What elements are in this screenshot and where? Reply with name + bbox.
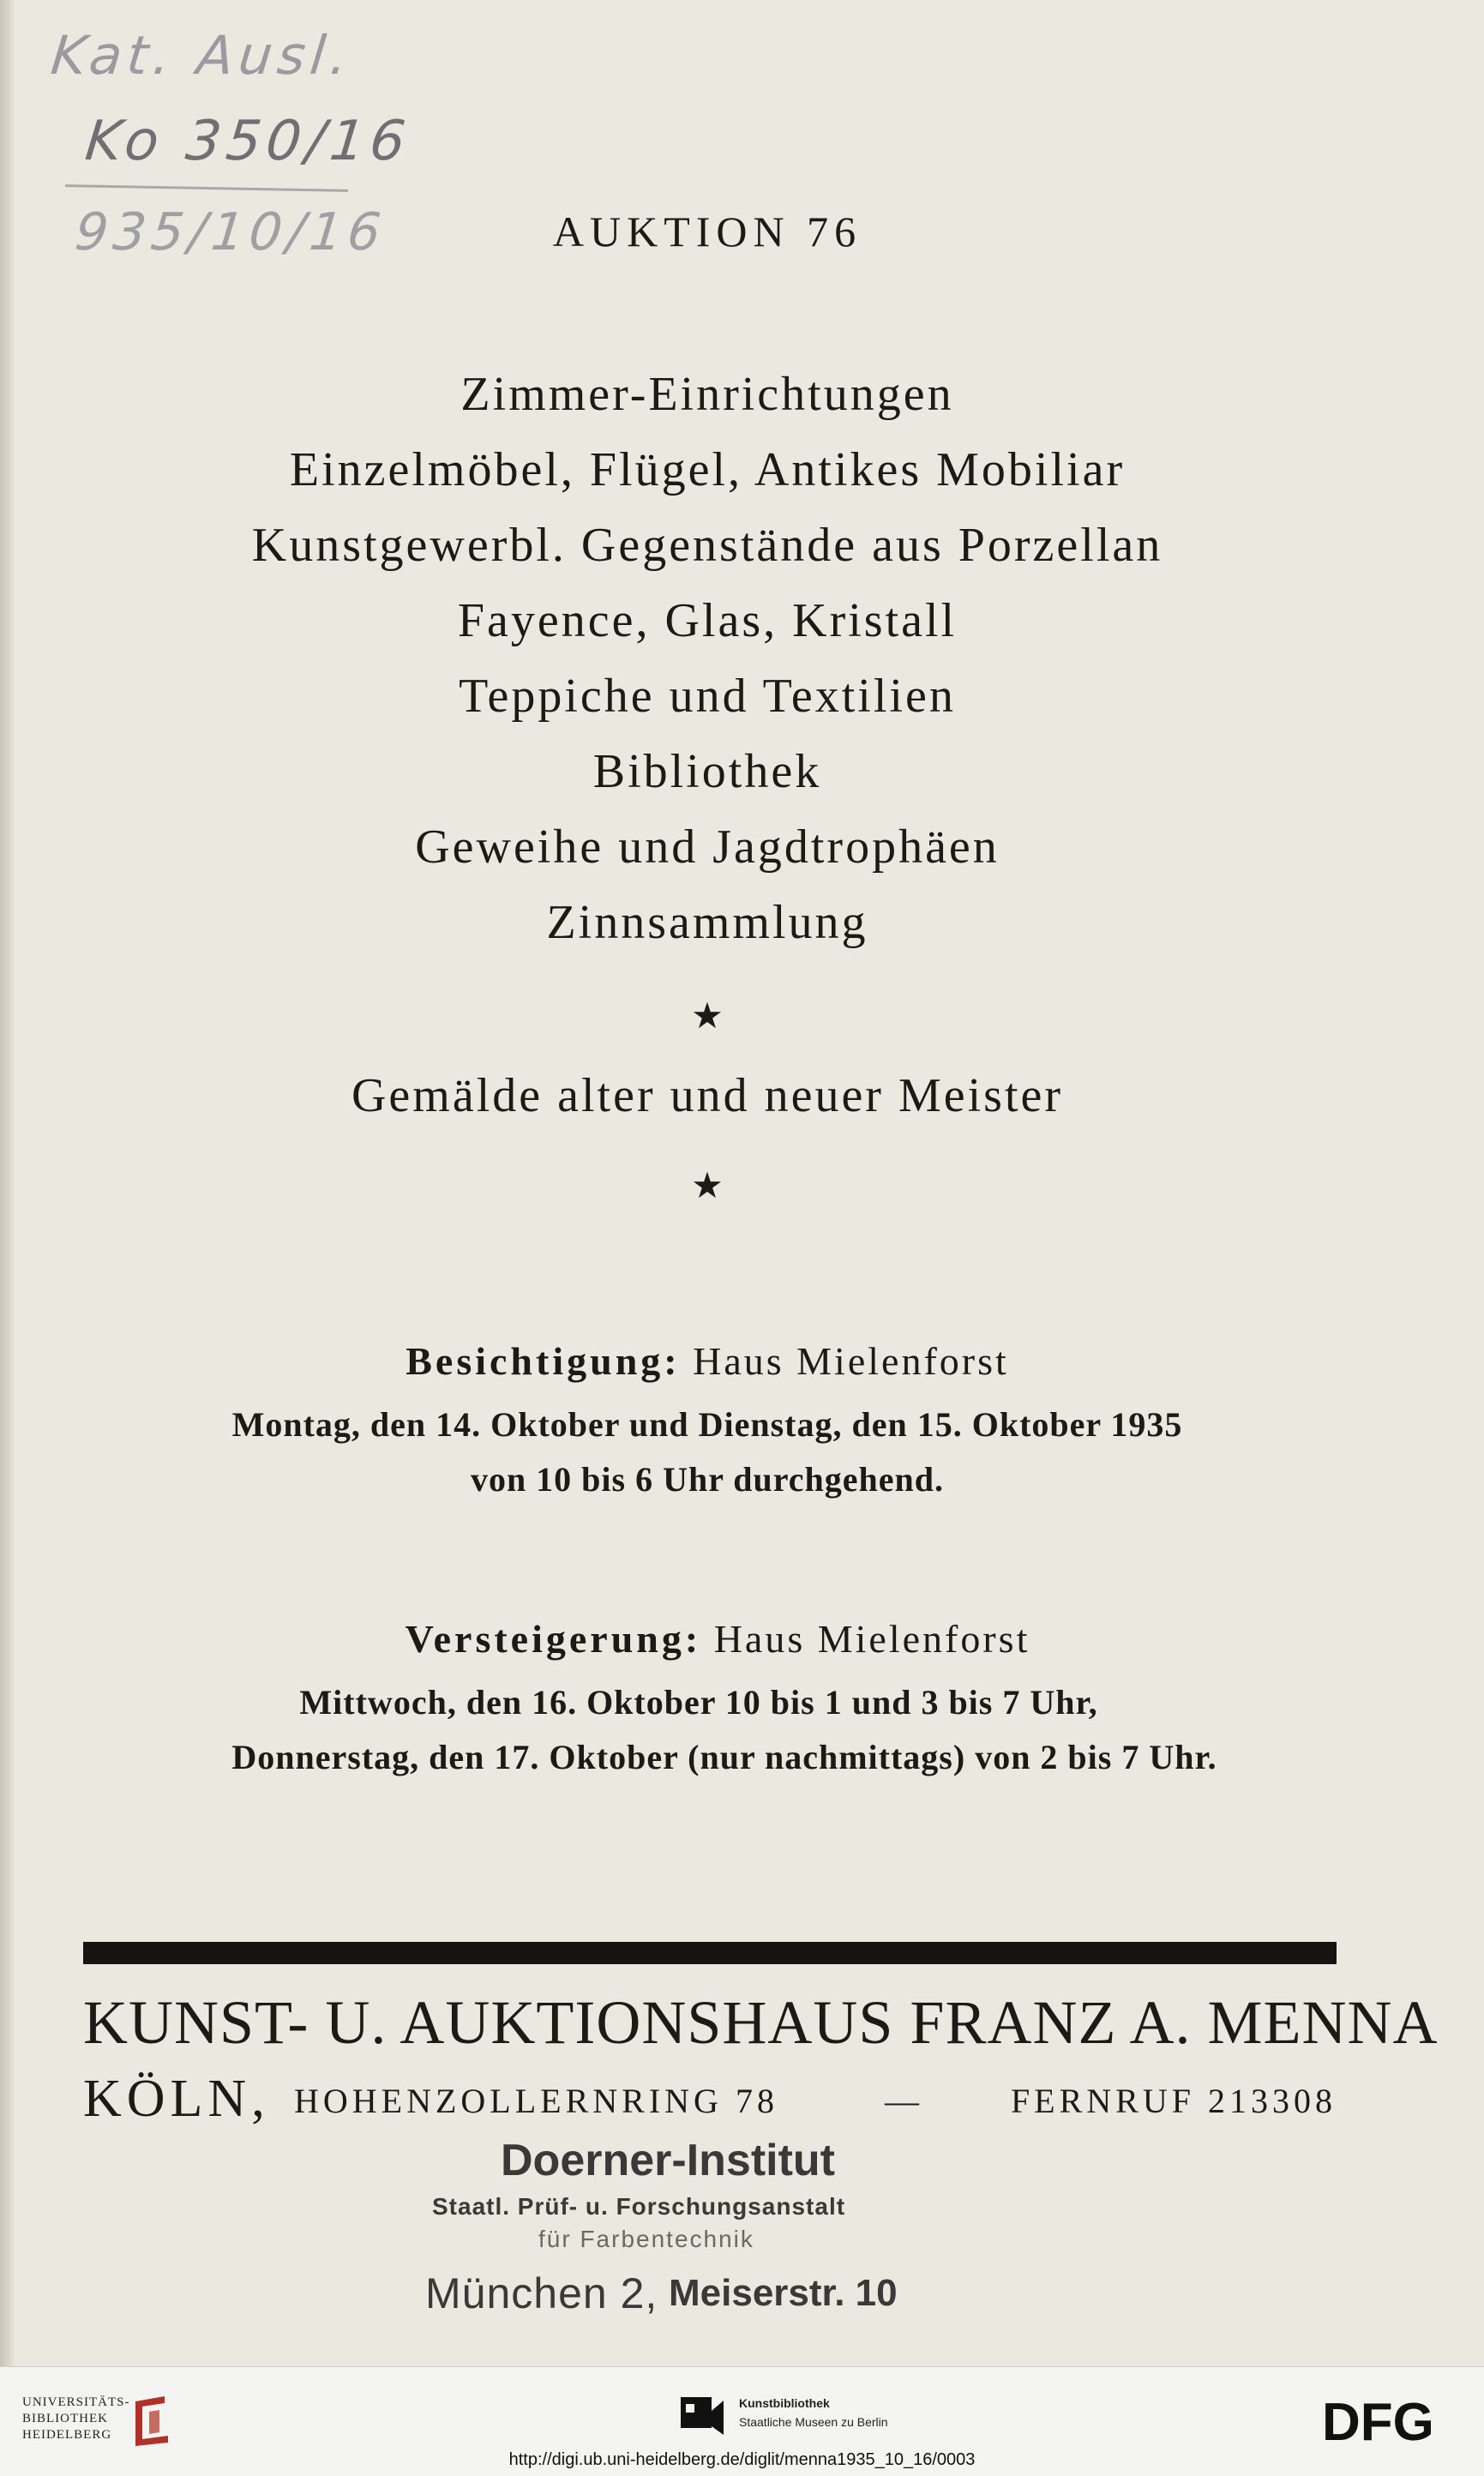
source-url: http://digi.ub.uni-heidelberg.de/diglit/menna1935_10_16/0003 [508,2450,976,2469]
uni-logo-line: BIBLIOTHEK [22,2412,108,2425]
paintings-line: Gemälde alter und neuer Meister [351,1069,1064,1122]
stamp-institute-line1: Staatl. Prüf- u. Forschungsanstalt [432,2193,846,2220]
house-separator: — [885,2082,919,2120]
category-line: Geweihe und Jagdtrophäen [415,820,1000,874]
auction-label: Versteigerung: [405,1617,702,1661]
category-line: Teppiche und Textilien [459,670,956,723]
star-icon: ★ [691,1164,724,1206]
stamp-street: Meiserstr. 10 [669,2272,898,2314]
auction-heading [10,1615,1425,1663]
category-line: Einzelmöbel, Flügel, Antikes Mobiliar [289,443,1126,496]
house-city: KÖLN, [83,2070,270,2128]
uni-logo-line: UNIVERSITÄTS- [22,2395,130,2409]
category-line: Fayence, Glas, Kristall [457,594,958,647]
viewing-location: Haus Mielenforst [693,1339,1009,1383]
house-phone: FERNRUF 213308 [1010,2082,1337,2120]
kunstbibliothek-label [739,2394,888,2431]
viewing-label: Besichtigung: [406,1339,681,1383]
dfg-logo-icon [1322,2397,1468,2445]
category-line: Zinnsammlung [546,896,868,949]
viewing-heading [0,1337,1415,1385]
viewing-hours: von 10 bis 6 Uhr durchgehend. [470,1460,945,1499]
auction-day-2: Donnerstag, den 17. Oktober (nur nachmittags) von 2 bis 7 Uhr. [231,1738,1217,1776]
viewing-dates: Montag, den 14. Oktober und Dienstag, den 15. Oktober 1935 [231,1405,1183,1444]
auction-day-1: Mittwoch, den 16. Oktober 10 bis 1 und 3 bis 7 Uhr, [299,1683,1098,1722]
kb-title: Kunstbibliothek [739,2396,830,2410]
auction-location: Haus Mielenforst [713,1617,1030,1661]
house-street: HOHENZOLLERNRING 78 [294,2082,778,2120]
uni-library-emblem-icon [130,2395,177,2448]
category-line: Bibliothek [592,745,822,798]
stamp-institute-line2: für Farbentechnik [538,2226,754,2252]
auction-house-address [83,2070,1337,2127]
university-library-logo [22,2395,130,2443]
handwritten-shelfmark: Ko 350/16 [82,110,414,173]
auction-title: AUKTION 76 [552,207,862,255]
divider-rule [83,1942,1337,1964]
auction-house-name: KUNST- U. AUKTIONSHAUS FRANZ A. MENNA [83,1988,1439,2057]
handwritten-underline [65,184,348,192]
kunstbibliothek-logo-icon [677,2392,725,2440]
uni-logo-line: HEIDELBERG [22,2428,112,2442]
handwritten-number: 935/10/16 [72,202,389,262]
dfg-logo-text: DFG [1322,2397,1434,2445]
category-line: Zimmer-Einrichtungen [460,368,954,421]
category-line: Kunstgewerbl. Gegenstände aus Porzellan [251,519,1163,572]
kb-subtitle: Staatliche Museen zu Berlin [739,2415,888,2429]
stamp-city: München 2, [425,2269,658,2317]
star-icon: ★ [691,995,724,1037]
stamp-institute-name: Doerner-Institut [501,2136,835,2185]
handwritten-note: Kat. Ausl. [48,24,356,87]
